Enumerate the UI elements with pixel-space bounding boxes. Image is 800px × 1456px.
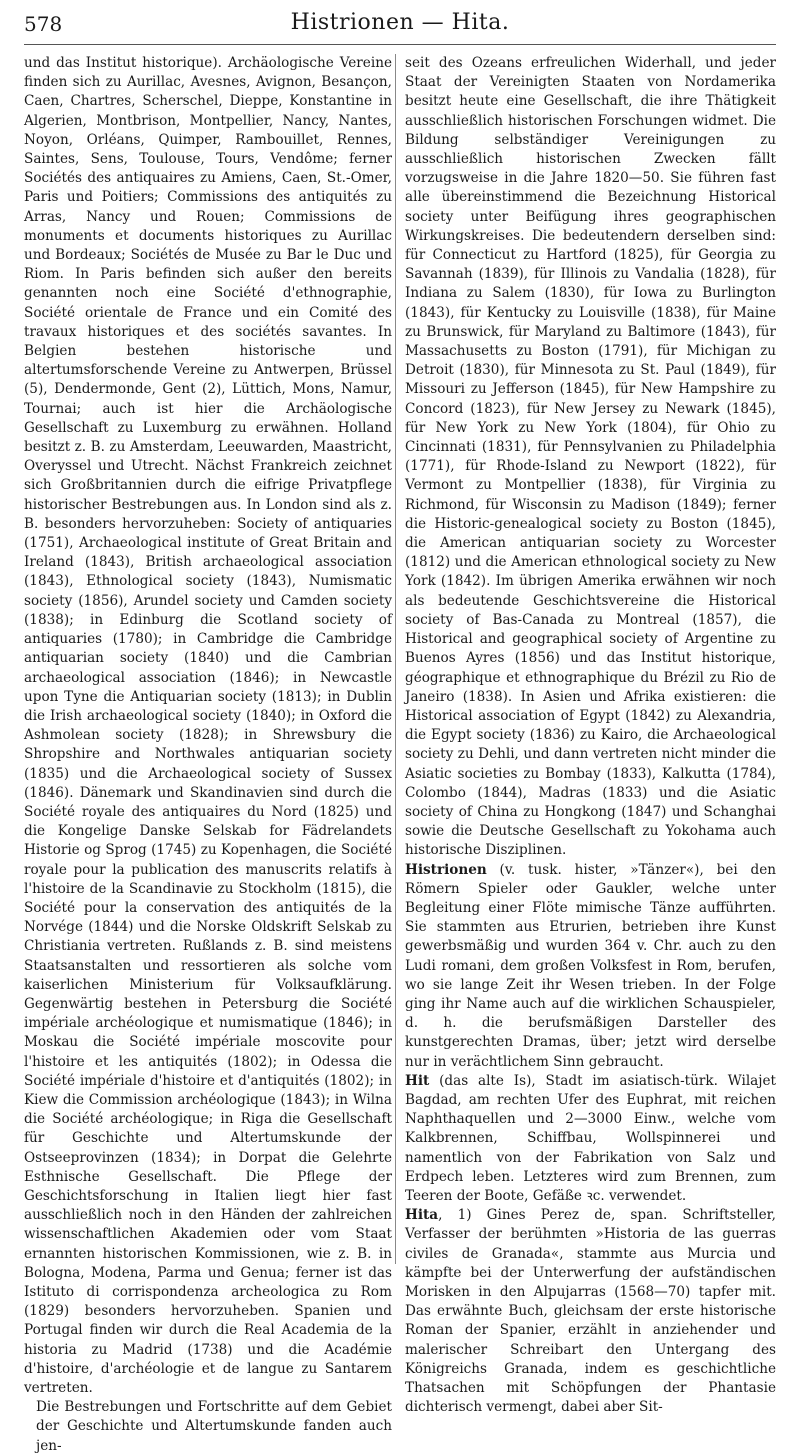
entry-headword: Hit: [405, 1072, 430, 1089]
left-paragraph: Die Bestrebungen und Fortschritte auf dem Gebiet der Geschichte und Altertumskunde fanden auch jen-: [36, 1399, 392, 1454]
entry-histrionen: [405, 861, 776, 1072]
entry-text: (v. tusk. hister, »Tänzer«), bei den Römern Spieler oder Gaukler, welche unter Begleitung einer Flöte mimische Tänze aufführten. Sie stammten aus Etrurien, betrieben ihre Kunst gewerbsmäßig und wurden 364 v. Chr. auch zu den Ludi romani, dem großen Volksfest in Rom, berufen, wo sie lange Zeit ihr Wesen trieben. In der Folge ging ihr Name auch auf die wirklichen Schauspieler, d. h. die berufsmäßigen Darsteller des kunstgerechten Dramas, über; jetzt wird derselbe nur in verächtlichem Sinn gebraucht.: [405, 861, 776, 1070]
right-continuation-paragraph: seit des Ozeans erfreulichen Widerhall, und jeder Staat der Vereinigten Staaten von Nordamerika besitzt heute eine Gesellschaft, die ihre Thätigkeit ausschließlich historischen Forschungen widmet. Die Bildung selbständiger Vereinigungen zu ausschließlich historischen Zwecken fällt vorzugsweise in die Jahre 1820—50. Sie führen fast alle übereinstimmend die Bezeichnung Historical society unter Beifügung ihres geographischen Wirkungskreises. Die bedeutendern derselben sind: für Connecticut zu Hartford (1825), für Georgia zu Savannah (1839), für Illinois zu Vandalia (1828), für Indiana zu Salem (1830), für Iowa zu Burlington (1843), für Kentucky zu Louisville (1838), für Maine zu Brunswick, für Maryland zu Baltimore (1843), für Massachusetts zu Boston (1791), für Michigan zu Detroit (1830), für Minnesota zu St. Paul (1849), für Missouri zu Jefferson (1845), für New Hampshire zu Concord (1823), für New Jersey zu Newark (1845), für New York zu New York (1804), für Ohio zu Cincinnati (1831), für Pennsylvanien zu Philadelphia (1771), für Rhode-Island zu Newport (1822), für Vermont zu Montpellier (1838), für Virginia zu Richmond, für Wisconsin zu Madison (1849); ferner die Historic-genealogical society zu Boston (1845), die American antiquarian society zu Worcester (1812) und die American ethnological society zu New York (1842). Im übrigen Amerika erwähnen wir noch als bedeutende Geschichtsvereine die Historical society of Bas-Canada zu Montreal (1857), die Historical and geographical society of Argentine zu Buenos Ayres (1856) und das Institut historique, géographique et ethnographique du Brézil zu Rio de Janeiro (1838). In Asien und Afrika existieren: die Historical association of Egypt (1842) zu Alexandria, die Egypt society (1836) zu Kairo, die Archaeological society zu Dehli, und dann vertreten nicht minder die Asiatic societies zu Bombay (1833), Kalkutta (1784), Colombo (1844), Madras (1833) und die Asiatic society of China zu Hongkong (1847) und Schanghai sowie die Deutsche Gesellschaft zu Yokohama auch historische Disziplinen.: [405, 55, 776, 859]
right-column: [405, 54, 776, 1416]
entry-headword: Histrionen: [405, 861, 487, 878]
entry-text: (das alte Is), Stadt im asiatisch-türk. Wilajet Bagdad, am rechten Ufer des Euphrat, mit reichen Naphthaquellen und 2—3000 Einw., welche vom Kalkbrennen, Schiffbau, Wollspinnerei und namentlich von der Fabrikation von Salz und Erdpech leben. Letzteres wird zum Brennen, zum Teeren der Boote, Gefäße ꝛc. verwendet.: [405, 1072, 776, 1204]
header-rule: [24, 44, 776, 45]
page-number: 578: [24, 12, 63, 36]
page-header: [24, 6, 776, 40]
column-divider: [395, 54, 396, 1264]
left-paragraph: und das Institut historique). Archäologische Vereine finden sich zu Aurillac, Avesnes, Avignon, Besançon, Caen, Chartres, Scherschel, Dieppe, Konstantine in Algerien, Montbrison, Montpellier, Nancy, Nantes, Noyon, Orléans, Quimper, Rambouillet, Rennes, Saintes, Sens, Toulouse, Tours, Vendôme; ferner Sociétés des antiquaires zu Amiens, Caen, St.-Omer, Paris und Poitiers; Commissions des antiquités zu Arras, Nancy und Rouen; Commissions de monuments et documents historiques zu Aurillac und Bordeaux; Sociétés de Musée zu Bar le Duc und Riom. In Paris befinden sich außer den bereits genannten noch eine Société d'ethnographie, Société orientale de France und ein Comité des travaux historiques et des sociétés savantes. In Belgien bestehen historische und altertumsforschende Vereine zu Antwerpen, Brüssel (5), Dendermonde, Gent (2), Lüttich, Mons, Namur, Tournai; auch ist hier die Archäologische Gesellschaft zu Luxemburg zu erwähnen. Holland besitzt z. B. zu Amsterdam, Leeuwarden, Maastricht, Overyssel und Utrecht. Nächst Frankreich zeichnet sich Großbritannien durch die eifrige Privatpflege historischer Bestrebungen aus. In London sind als z. B. besonders hervorzuheben: Society of antiquaries (1751), Archaeological institute of Great Britain and Ireland (1843), British archaeological association (1843), Ethnological society (1843), Numismatic society (1856), Arundel society und Camden society (1838); in Edinburg die Scotland society of antiquaries (1780); in Cambridge die Cambridge antiquarian society (1840) und die Cambrian archaeological association (1846); in Newcastle upon Tyne die Antiquarian society (1813); in Dublin die Irish archaeological society (1840); in Oxford die Ashmolean society (1828); in Shrewsbury die Shropshire and Northwales antiquarian society (1835) und die Archaeological society of Sussex (1846). Dänemark und Skandinavien sind durch die Société royale des antiquaires du Nord (1825) und die Kongelige Danske Selskab for Fädrelandets Historie og Sprog (1745) zu Kopenhagen, die Société royale pour la publication des manuscrits relatifs à l'histoire de la Scandinavie zu Stockholm (1815), die Société pour la conservation des antiquités de la Norvége (1844) und die Norske Oldskrift Selskab zu Christiania vertreten. Rußlands z. B. sind meistens Staatsanstalten und ressortieren als solche vom kaiserlichen Ministerium für Volksaufklärung. Gegenwärtig bestehen in Petersburg die Société impériale archéologique et numismatique (1846); in Moskau die Société impériale moscovite pour l'histoire et les antiquités (1802); in Odessa die Société impériale d'histoire et d'antiquités (1802); in Kiew die Commission archéologique (1843); in Wilna die Société archéologique; in Riga die Gesellschaft für Geschichte und Altertumskunde der Ostseeprovinzen (1834); in Dorpat die Gelehrte Esthnische Gesellschaft. Die Pflege der Geschichtsforschung in Italien liegt hier fast ausschließlich noch in den Händen der zahlreichen wissenschaftlichen Akademien oder vom Staat ernannten historischen Kommissionen, wie z. B. in Bologna, Modena, Parma und Genua; ferner ist das Istituto di corrispondenza archeologica zu Rom (1829) besonders hervorzuheben. Spanien und Portugal finden wir durch die Real Academia de la historia zu Madrid (1738) und die Académie d'histoire, d'archéologie et de langue zu Santarem vertreten.: [24, 55, 392, 1397]
running-title: Histrionen — Hita.: [290, 10, 510, 35]
entry-hit: [405, 1072, 776, 1206]
entry-text: , 1) Gines Perez de, span. Schriftsteller, Verfasser der berühmten »Historia de las guerras civiles de Granada«, stammte aus Murcia und kämpfte bei der Unterwerfung der aufständischen Morisken in den Alpujarras (1568—70) tapfer mit. Das erwähnte Buch, gleichsam der erste historische Roman der Spanier, erzählt in anziehender und malerischer Schreibart den Untergang des Königreichs Granada, indem es geschichtliche Thatsachen mit Schöpfungen der Phantasie dichterisch vermengt, dabei aber Sit-: [405, 1207, 776, 1416]
entry-headword: Hita: [405, 1207, 439, 1224]
left-column: [24, 54, 392, 1454]
entry-hita: [405, 1206, 776, 1417]
